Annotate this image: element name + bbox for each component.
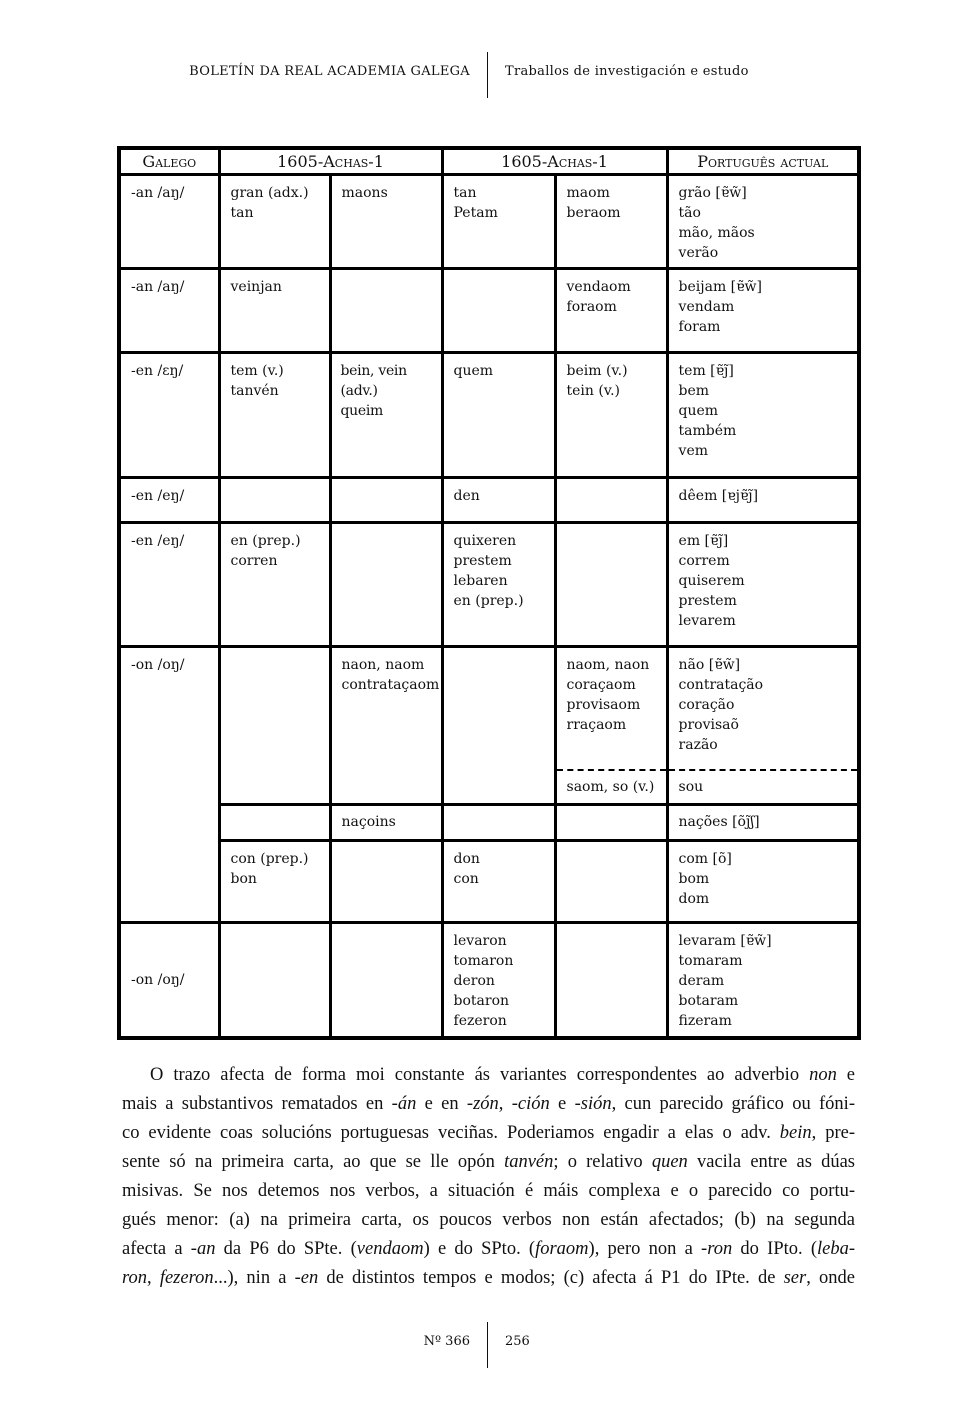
cell: vendaom foraom (555, 268, 667, 352)
cell: -an /aŋ/ (119, 268, 219, 352)
text-run: ; o relativo (553, 1152, 652, 1172)
italic-term: vendaom (356, 1239, 424, 1259)
cell (330, 522, 442, 646)
paragraph-line (122, 1119, 855, 1148)
cell: en (prep.) corren (219, 522, 330, 646)
cell: nações [õj̃ʃ] (667, 804, 859, 840)
text-run: afecta a (122, 1239, 191, 1259)
cell: bein, vein (adv.) queim (330, 352, 442, 477)
cell: quixeren prestem lebaren en (prep.) (442, 522, 555, 646)
paragraph-line (122, 1235, 855, 1264)
table-row (119, 646, 859, 770)
cell (330, 840, 442, 922)
italic-term: ron (122, 1268, 148, 1288)
table-row (119, 352, 859, 477)
italic-term: -zón (466, 1094, 499, 1114)
italic-term: foraom (535, 1239, 589, 1259)
cell (555, 477, 667, 522)
text-run: do IPto. ( (732, 1239, 817, 1259)
italic-term: -an (190, 1239, 216, 1259)
cell: veinjan (219, 268, 330, 352)
header-achas-1: 1605-Achas-1 (219, 148, 442, 174)
cell: -an /aŋ/ (119, 174, 219, 268)
section-title: Traballos de investigación e estudo (505, 64, 749, 79)
table-row (119, 840, 859, 922)
paragraph-line (122, 1264, 855, 1293)
cell (219, 477, 330, 522)
text-run: e (549, 1094, 575, 1114)
italic-term: fezeron (159, 1268, 214, 1288)
table-row (119, 268, 859, 352)
table-row (119, 174, 859, 268)
header-divider (487, 52, 488, 98)
italic-term: bein (779, 1123, 812, 1143)
cell (555, 840, 667, 922)
cell: levaram [ɐ̃w̃] tomaram deram botaram fizeram (667, 922, 859, 1038)
cell: gran (adx.) tan (219, 174, 330, 268)
text-run: ), pero non a (588, 1239, 702, 1259)
page-number: 256 (505, 1334, 530, 1349)
cell: -on /oŋ/ (119, 646, 219, 922)
text-run: , pre- (811, 1123, 855, 1143)
cell: naon, naom contrataçaom (330, 646, 442, 804)
italic-term: -en (294, 1268, 319, 1288)
italic-term: -ción (511, 1094, 550, 1114)
cell (330, 477, 442, 522)
table-header-row (119, 148, 859, 174)
cell: con (prep.) bon (219, 840, 330, 922)
text-run: gués menor: (a) na primeira carta, os poucos verbos non están afectados; (b) na segunda (122, 1210, 855, 1230)
cell (219, 646, 330, 804)
comparison-table (117, 146, 861, 1040)
table-row (119, 522, 859, 646)
text-run: vacila entre as dúas (687, 1152, 855, 1172)
text-run: e en (416, 1094, 467, 1114)
cell: com [õ] bom dom (667, 840, 859, 922)
text-run: ) e do SPto. ( (423, 1239, 536, 1259)
paragraph-line (122, 1148, 855, 1177)
footer-divider (487, 1322, 488, 1368)
cell: não [ɐ̃w̃] contratação coração provisaõ razão (667, 646, 859, 770)
cell: quem (442, 352, 555, 477)
cell: -en /ɛŋ/ (119, 352, 219, 477)
italic-term: tanvén (504, 1152, 554, 1172)
cell (219, 804, 330, 840)
cell: beijam [ɐ̃w̃] vendam foram (667, 268, 859, 352)
italic-term: leba- (817, 1239, 856, 1259)
cell (442, 268, 555, 352)
cell (219, 922, 330, 1038)
italic-term: -sión (574, 1094, 612, 1114)
text-run: mais a substantivos rematados en (122, 1094, 392, 1114)
cell: maom beraom (555, 174, 667, 268)
paragraph-line (122, 1061, 855, 1090)
cell: em [ɐ̃j̃] correm quiserem prestem levarem (667, 522, 859, 646)
cell: sou (667, 770, 859, 804)
cell: den (442, 477, 555, 522)
cell: don con (442, 840, 555, 922)
italic-term: non (809, 1065, 837, 1085)
header-galego: Galego (119, 148, 219, 174)
table-row (119, 922, 859, 1038)
cell (442, 646, 555, 804)
text-run: , (498, 1094, 512, 1114)
paragraph-line (122, 1090, 855, 1119)
cell: tem (v.) tanvén (219, 352, 330, 477)
text-run: , cun parecido gráfico ou fóni- (611, 1094, 855, 1114)
cell (330, 268, 442, 352)
text-run: de distintos tempos e modos; (c) afecta á P1 do IPte. de (318, 1268, 784, 1288)
cell (442, 804, 555, 840)
cell: -en /eŋ/ (119, 477, 219, 522)
text-run: co evidente coas solucións portuguesas veciñas. Poderiamos engadir a elas o adv. (122, 1123, 780, 1143)
cell: beim (v.) tein (v.) (555, 352, 667, 477)
text-run: , onde (806, 1268, 855, 1288)
cell: grão [ɐ̃w̃] tão mão, mãos verão (667, 174, 859, 268)
text-run: da P6 do SPte. ( (215, 1239, 357, 1259)
cell (555, 804, 667, 840)
text-run: O trazo afecta de forma moi constante ás variantes correspondentes ao adverbio (150, 1065, 810, 1085)
text-run: , (147, 1268, 160, 1288)
cell (555, 922, 667, 1038)
cell: -on /oŋ/ (119, 922, 219, 1038)
cell: levaron tomaron deron botaron fezeron (442, 922, 555, 1038)
text-run: sente só na primeira carta, ao que se lle opón (122, 1152, 505, 1172)
cell: tan Petam (442, 174, 555, 268)
cell: -en /eŋ/ (119, 522, 219, 646)
italic-term: -án (391, 1094, 417, 1114)
text-run: misivas. Se nos detemos nos verbos, a situación é máis complexa e o parecido co portu- (122, 1181, 855, 1201)
header-achas-2: 1605-Achas-1 (442, 148, 667, 174)
cell (330, 922, 442, 1038)
text-run: e (836, 1065, 856, 1085)
header-portugues: Português actual (667, 148, 859, 174)
journal-title: BOLETÍN DA REAL ACADEMIA GALEGA (189, 64, 470, 79)
text-run: ...), nin a (213, 1268, 295, 1288)
paragraph-line (122, 1177, 855, 1206)
table-row (119, 804, 859, 840)
cell: maons (330, 174, 442, 268)
table-row (119, 477, 859, 522)
cell (555, 522, 667, 646)
italic-term: quen (651, 1152, 688, 1172)
cell: saom, so (v.) (555, 770, 667, 804)
italic-term: ser (783, 1268, 807, 1288)
cell: naçoins (330, 804, 442, 840)
cell: dêem [ɐjɐ̃j̃] (667, 477, 859, 522)
paragraph-line (122, 1206, 855, 1235)
cell: tem [ɐ̃j̃] bem quem também vem (667, 352, 859, 477)
cell: naom, naon coraçaom provisaom rraçaom (555, 646, 667, 770)
body-paragraph (122, 1061, 855, 1293)
italic-term: -ron (701, 1239, 733, 1259)
issue-number: Nº 366 (423, 1334, 470, 1349)
